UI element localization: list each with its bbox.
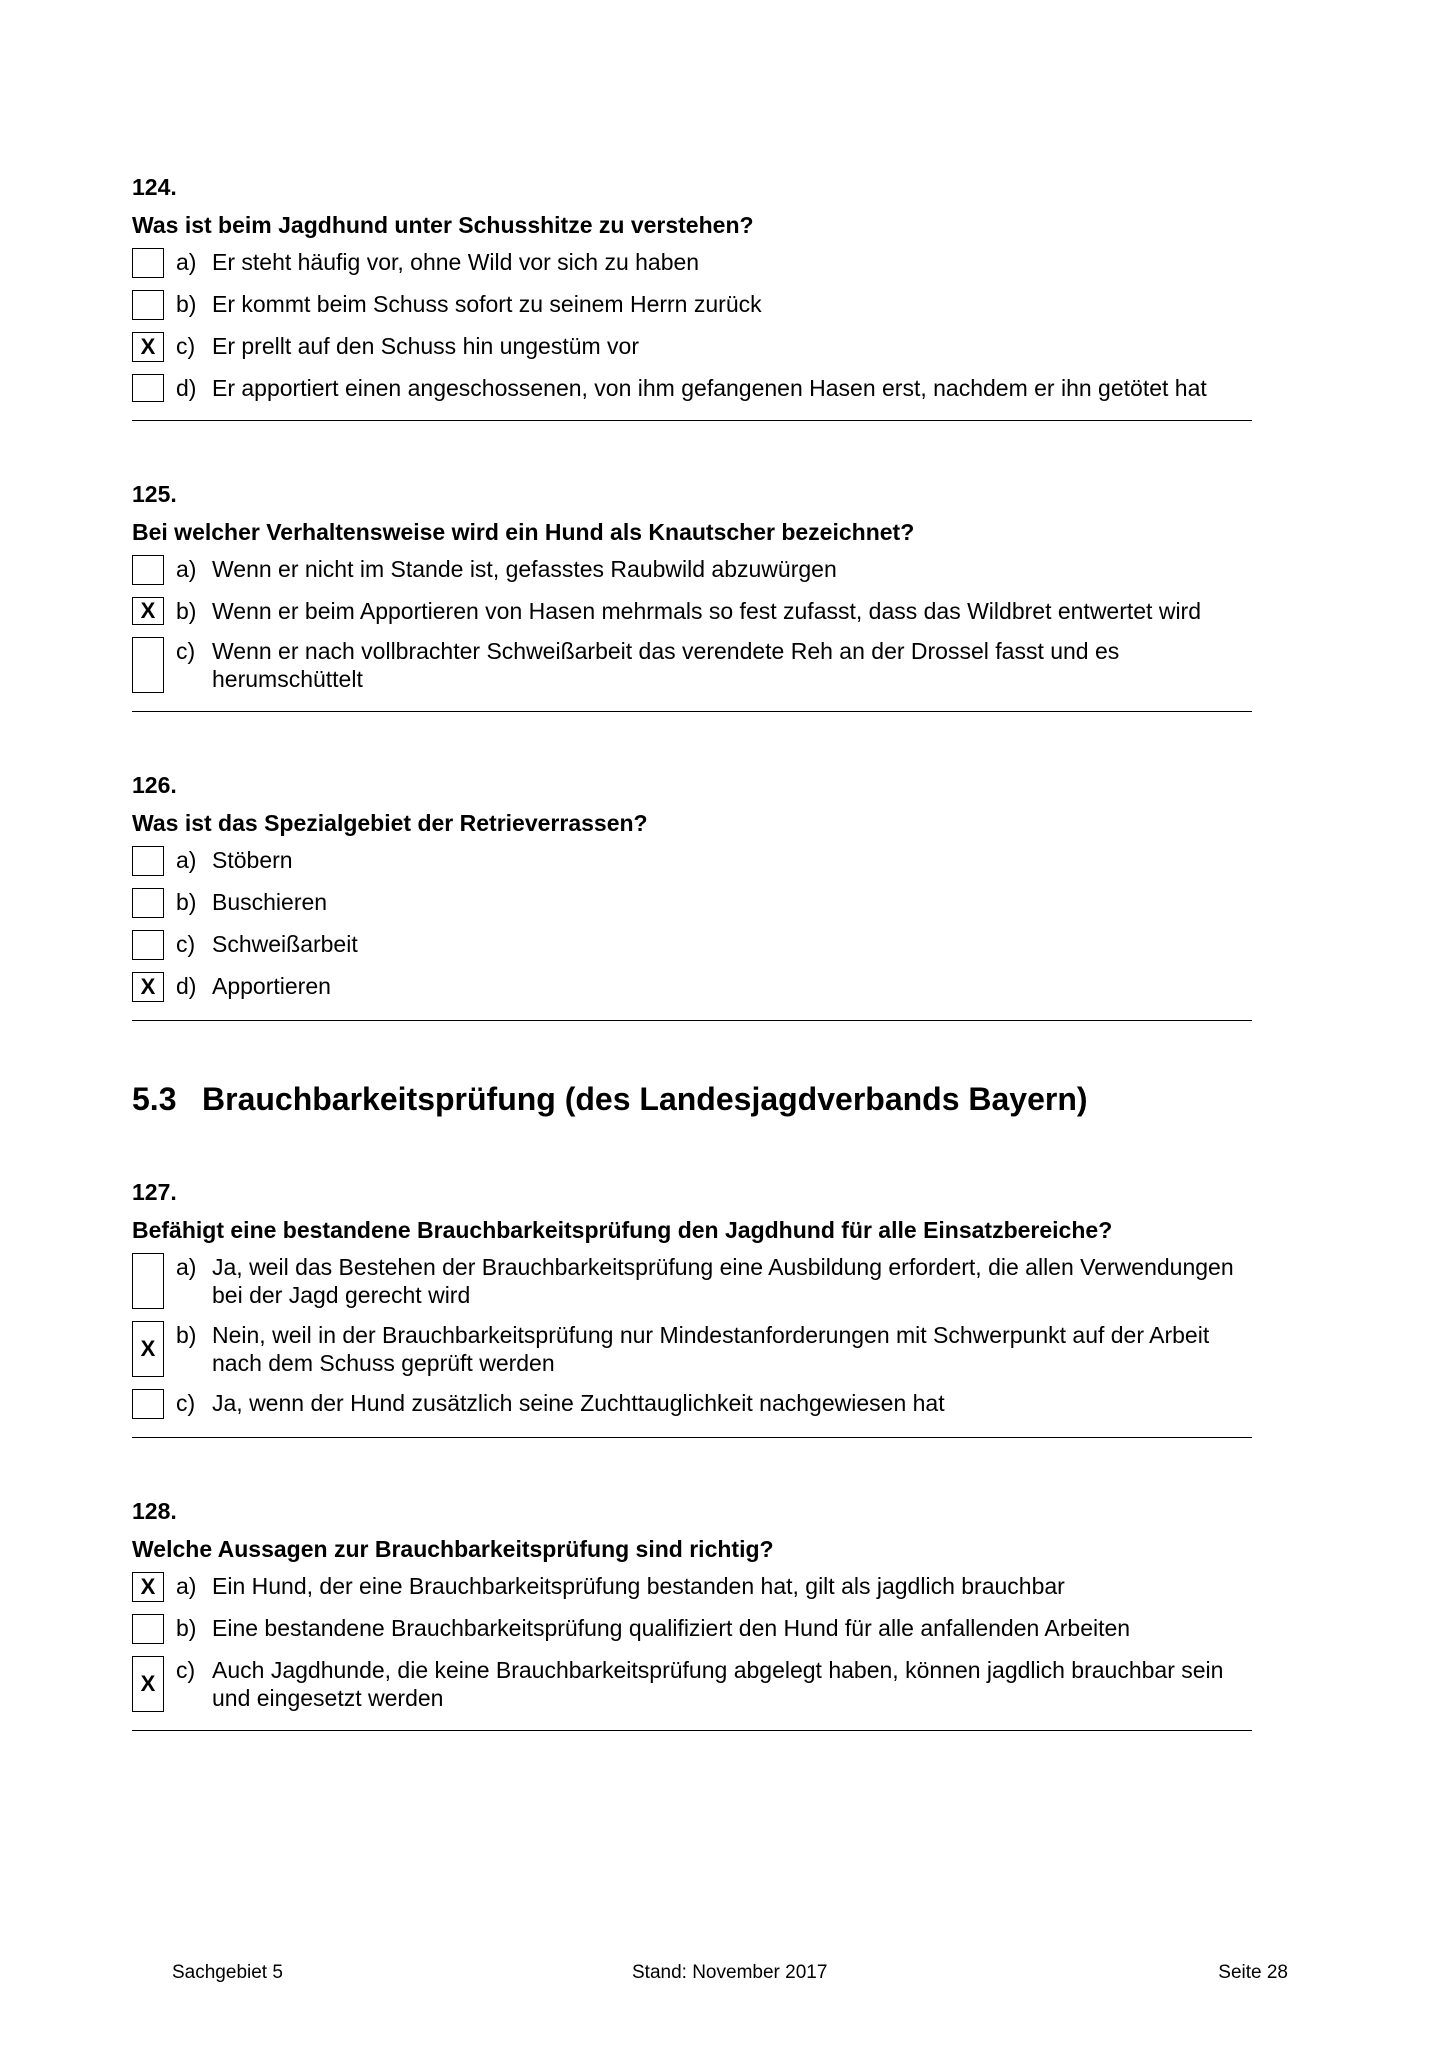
answer-text: Wenn er beim Apportieren von Hasen mehrmals so fest zufasst, dass das Wildbret entwertet wird <box>212 598 1202 624</box>
answer-text: Auch Jagdhunde, die keine Brauchbarkeitsprüfung abgelegt haben, können jagdlich brauchbar sein und eingesetzt werden <box>212 1657 1224 1711</box>
answer-text: Nein, weil in der Brauchbarkeitsprüfung nur Mindestanforderungen mit Schwerpunkt auf der Arbeit nach dem Schuss geprüft werden <box>212 1322 1210 1376</box>
answer-option <box>132 597 1252 625</box>
question-text: Welche Aussagen zur Brauchbarkeitsprüfung sind richtig? <box>132 1536 774 1562</box>
question-text: Bei welcher Verhaltensweise wird ein Hund als Knautscher bezeichnet? <box>132 519 915 545</box>
answer-checkbox[interactable]: X <box>132 1572 164 1602</box>
answer-text: Apportieren <box>212 973 331 999</box>
section-number: 5.3 <box>132 1081 177 1117</box>
footer-page-number: Seite 28 <box>1218 1962 1288 1983</box>
page-footer <box>172 1958 1288 1988</box>
answer-text: Er prellt auf den Schuss hin ungestüm vor <box>212 333 640 359</box>
question-number: 124. <box>132 174 177 200</box>
answer-options <box>132 1253 1252 1419</box>
answer-option <box>132 888 1252 918</box>
answer-letter: c) <box>176 333 196 359</box>
answer-option <box>132 555 1252 585</box>
answer-option <box>132 930 1252 960</box>
answer-text: Er steht häufig vor, ohne Wild vor sich zu haben <box>212 249 700 275</box>
answer-checkbox[interactable] <box>132 290 164 320</box>
answer-checkbox[interactable] <box>132 888 164 918</box>
answer-text: Ein Hund, der eine Brauchbarkeitsprüfung bestanden hat, gilt als jagdlich brauchbar <box>212 1573 1065 1599</box>
question-text: Befähigt eine bestandene Brauchbarkeitsprüfung den Jagdhund für alle Einsatzbereiche? <box>132 1217 1113 1243</box>
answer-text: Ja, weil das Bestehen der Brauchbarkeitsprüfung eine Ausbildung erfordert, die allen Verwendungen bei der Jagd gerecht wird <box>212 1254 1234 1308</box>
answer-option <box>132 1656 1252 1712</box>
answer-text: Er kommt beim Schuss sofort zu seinem Herrn zurück <box>212 291 762 317</box>
question-number: 126. <box>132 772 177 798</box>
footer-date: Stand: November 2017 <box>632 1962 828 1983</box>
answer-checkbox[interactable]: X <box>132 332 164 362</box>
answer-letter: a) <box>176 1254 197 1280</box>
question-group <box>132 172 1252 1021</box>
answer-letter: c) <box>176 931 196 957</box>
question-block <box>132 770 1252 1021</box>
answer-checkbox[interactable] <box>132 374 164 402</box>
answer-options <box>132 846 1252 1002</box>
answer-text: Buschieren <box>212 889 328 915</box>
answer-checkbox[interactable] <box>132 248 164 278</box>
question-block <box>132 172 1252 421</box>
answer-option <box>132 1321 1252 1377</box>
answer-checkbox[interactable] <box>132 1614 164 1644</box>
answer-letter: d) <box>176 375 197 401</box>
answer-letter: b) <box>176 1615 197 1641</box>
answer-checkbox[interactable]: X <box>132 1321 164 1377</box>
answer-letter: b) <box>176 598 197 624</box>
answer-checkbox[interactable]: X <box>132 597 164 625</box>
question-block <box>132 1177 1252 1438</box>
answer-text: Wenn er nach vollbrachter Schweißarbeit das verendete Reh an der Drossel fasst und es herumschüttelt <box>212 638 1120 692</box>
footer-subject: Sachgebiet 5 <box>172 1962 283 1983</box>
answer-letter: d) <box>176 973 197 999</box>
answer-option <box>132 1389 1252 1419</box>
answer-text: Eine bestandene Brauchbarkeitsprüfung qualifiziert den Hund für alle anfallenden Arbeiten <box>212 1615 1131 1641</box>
answer-option <box>132 972 1252 1002</box>
answer-options <box>132 1572 1252 1712</box>
question-number: 125. <box>132 481 177 507</box>
question-number: 127. <box>132 1179 177 1205</box>
answer-letter: a) <box>176 847 197 873</box>
question-block <box>132 1496 1252 1731</box>
answer-checkbox[interactable] <box>132 637 164 693</box>
page-content <box>132 172 1252 1789</box>
question-text: Was ist beim Jagdhund unter Schusshitze zu verstehen? <box>132 212 754 238</box>
answer-text: Schweißarbeit <box>212 931 358 957</box>
answer-letter: c) <box>176 638 196 664</box>
answer-option <box>132 332 1252 362</box>
answer-options <box>132 248 1252 402</box>
answer-checkbox[interactable] <box>132 1389 164 1419</box>
question-group <box>132 1177 1252 1731</box>
answer-letter: b) <box>176 291 197 317</box>
answer-text: Ja, wenn der Hund zusätzlich seine Zuchttauglichkeit nachgewiesen hat <box>212 1390 945 1416</box>
answer-checkbox[interactable] <box>132 1253 164 1309</box>
answer-checkbox[interactable]: X <box>132 1656 164 1712</box>
question-text: Was ist das Spezialgebiet der Retrieverrassen? <box>132 810 648 836</box>
answer-checkbox[interactable] <box>132 930 164 960</box>
answer-letter: a) <box>176 249 197 275</box>
answer-letter: a) <box>176 1573 197 1599</box>
answer-letter: c) <box>176 1657 196 1683</box>
answer-options <box>132 555 1252 693</box>
answer-option <box>132 1614 1252 1644</box>
answer-text: Er apportiert einen angeschossenen, von ihm gefangenen Hasen erst, nachdem er ihn getötet hat <box>212 375 1207 401</box>
answer-letter: a) <box>176 556 197 582</box>
answer-text: Wenn er nicht im Stande ist, gefasstes Raubwild abzuwürgen <box>212 556 837 582</box>
answer-option <box>132 846 1252 876</box>
answer-checkbox[interactable]: X <box>132 972 164 1002</box>
answer-checkbox[interactable] <box>132 555 164 585</box>
answer-option <box>132 248 1252 278</box>
answer-checkbox[interactable] <box>132 846 164 876</box>
answer-text: Stöbern <box>212 847 293 873</box>
answer-letter: b) <box>176 889 197 915</box>
answer-option <box>132 637 1252 693</box>
question-block <box>132 479 1252 712</box>
answer-option <box>132 290 1252 320</box>
answer-letter: c) <box>176 1390 196 1416</box>
section-heading <box>132 1079 1252 1119</box>
answer-letter: b) <box>176 1322 197 1348</box>
question-number: 128. <box>132 1498 177 1524</box>
answer-option <box>132 1253 1252 1309</box>
section-title: Brauchbarkeitsprüfung (des Landesjagdverbands Bayern) <box>202 1081 1088 1117</box>
answer-option <box>132 374 1252 402</box>
answer-option <box>132 1572 1252 1602</box>
